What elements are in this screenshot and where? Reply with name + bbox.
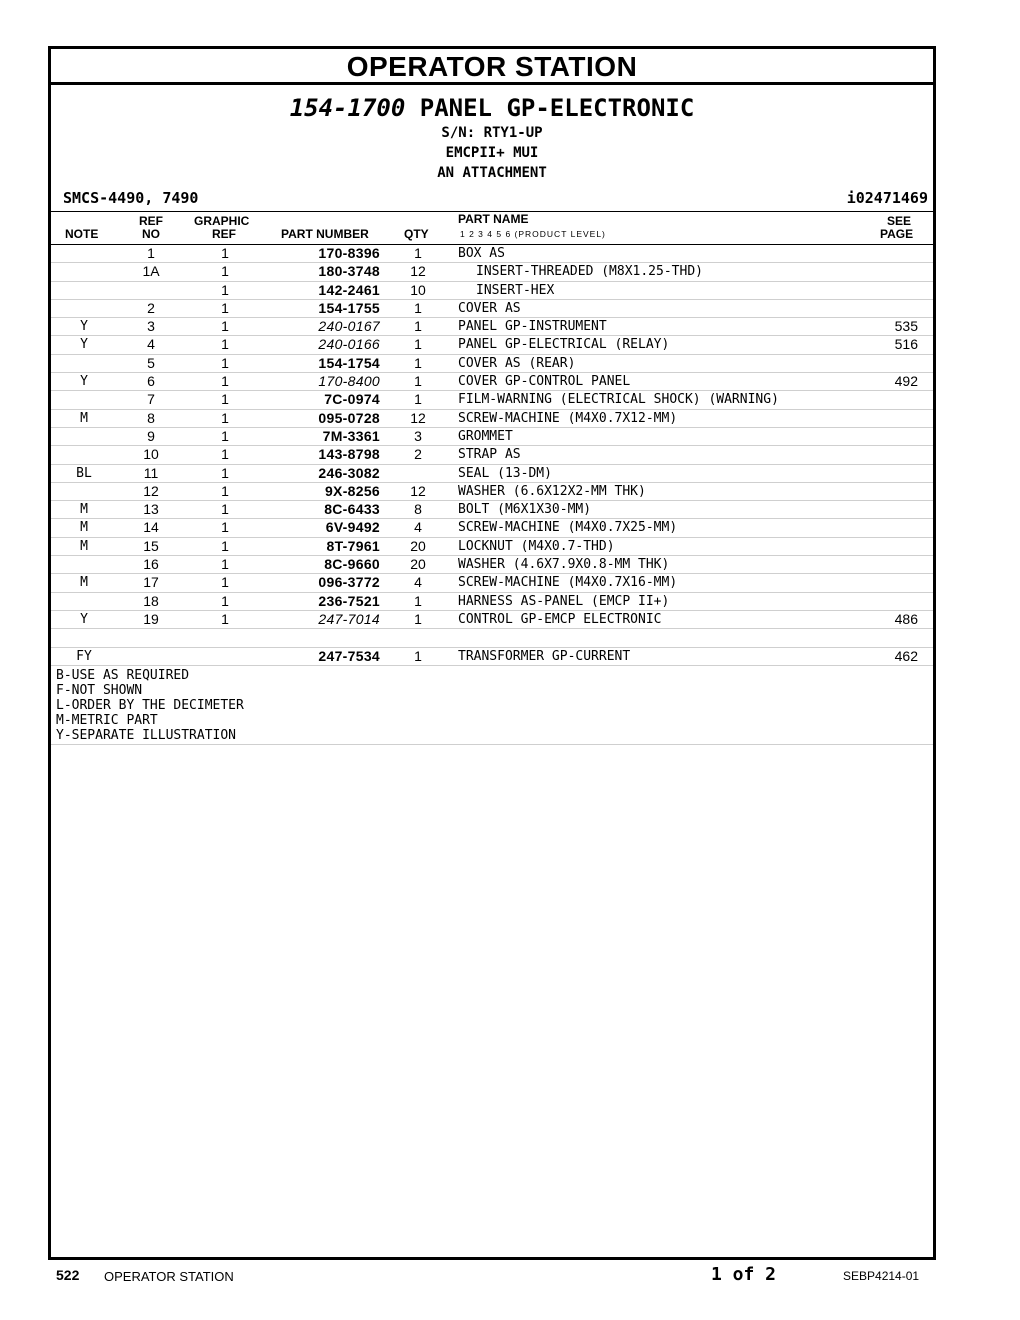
part-name-cell: SEAL (13-DM) [458,465,552,481]
graphic-ref-cell: 1 [221,299,229,316]
ref-no-cell: 12 [143,482,159,499]
col-see-top: SEE [887,214,912,228]
part-name-cell: BOLT (M6X1X30-MM) [458,502,592,518]
qty-cell: 12 [410,409,426,426]
section-title: OPERATOR STATION [51,49,933,85]
part-number-cell: 180-3748 [318,263,380,280]
table-row [51,538,933,556]
qty-cell: 4 [414,519,422,536]
ref-no-cell: 4 [147,336,155,353]
part-name-cell: STRAP AS [458,447,521,463]
part-number-cell: 7C-0974 [324,391,380,408]
graphic-ref-cell: 1 [221,464,229,481]
col-part-number: PART NUMBER [281,227,369,241]
qty-cell: 2 [414,446,422,463]
qty-cell: 10 [410,281,426,298]
qty-cell: 8 [414,501,422,518]
table-row [51,629,933,647]
part-number-cell: 247-7534 [318,647,380,664]
part-name-cell: WASHER (6.6X12X2-MM THK) [458,483,646,499]
ref-no-cell: 2 [147,299,155,316]
graphic-ref-cell: 1 [221,245,229,261]
part-name-cell: COVER GP-CONTROL PANEL [458,374,631,390]
note-cell: FY [76,648,92,664]
table-row [51,355,933,373]
note-cell: M [80,520,88,536]
part-number-cell: 096-3772 [318,574,380,591]
ref-no-cell: 11 [143,464,159,481]
part-name-cell: BOX AS [458,246,505,261]
ref-no-cell: 5 [147,354,155,371]
part-number-cell: 240-0166 [318,336,380,353]
smcs-code: SMCS-4490, 7490 [63,189,199,207]
ref-no-cell: 16 [143,556,159,573]
table-row [51,519,933,537]
graphic-ref-cell: 1 [221,482,229,499]
table-row [51,648,933,666]
qty-cell: 1 [414,391,422,408]
footer-page-of: 1 of 2 [711,1264,777,1285]
graphic-ref-cell: 1 [221,263,229,280]
see-page-cell: 516 [894,336,918,353]
assembly-title [51,85,933,123]
part-number-cell: 9X-8256 [324,482,380,499]
notes-legend [51,666,933,745]
qty-cell: 1 [414,354,422,371]
graphic-ref-cell: 1 [221,501,229,518]
qty-cell: 1 [414,592,422,609]
part-number-cell: 7M-3361 [322,427,380,444]
qty-cell: 1 [414,373,422,390]
ref-no-cell: 15 [143,537,159,554]
col-qty: QTY [404,227,429,241]
ref-no-cell: 1A [142,263,160,280]
table-row [51,410,933,428]
illustration-id: i02471469 [846,189,928,207]
part-name-cell: SCREW-MACHINE (M4X0.7X16-MM) [458,575,678,591]
graphic-ref-cell: 1 [221,409,229,426]
ref-no-cell: 3 [147,318,155,335]
part-number-cell: 143-8798 [318,446,380,463]
table-row [51,245,933,263]
note-l: L-ORDER BY THE DECIMETER [56,697,244,713]
part-number-cell: 154-1754 [318,354,380,371]
qty-cell: 3 [414,427,422,444]
graphic-ref-cell: 1 [221,373,229,390]
ref-no-cell: 19 [143,610,159,627]
part-name-cell: GROMMET [458,428,513,444]
note-cell: Y [80,611,88,627]
part-number-cell: 170-8396 [318,245,380,261]
column-headers [51,212,933,245]
qty-cell: 1 [414,336,422,353]
part-number-cell: 8T-7961 [326,537,380,554]
assembly-part-number: 154-1700 [289,94,406,122]
see-page-cell: 462 [894,647,918,664]
part-number-cell: 8C-9660 [324,556,380,573]
note-cell: Y [80,374,88,390]
note-cell: Y [80,337,88,353]
note-cell: M [80,538,88,554]
part-name-cell: INSERT-THREADED (M8X1.25-THD) [476,264,703,280]
header-line-3: AN ATTACHMENT [437,165,547,181]
part-name-cell: CONTROL GP-EMCP ELECTRONIC [458,611,662,627]
qty-cell: 20 [410,537,426,554]
graphic-ref-cell: 1 [221,574,229,591]
parts-table-body [51,245,933,666]
note-f: F-NOT SHOWN [56,682,143,698]
col-ref-top: REF [139,214,163,228]
graphic-ref-cell: 1 [221,281,229,298]
part-name-cell: LOCKNUT (M4X0.7-THD) [458,538,615,554]
parts-header [51,85,933,212]
table-row [51,593,933,611]
graphic-ref-cell: 1 [221,592,229,609]
part-number-cell: 246-3082 [318,464,380,481]
ref-no-cell: 13 [143,501,159,518]
qty-cell: 1 [414,299,422,316]
table-row [51,336,933,354]
graphic-ref-cell: 1 [221,336,229,353]
graphic-ref-cell: 1 [221,427,229,444]
note-cell: BL [76,465,92,481]
see-page-cell: 492 [894,373,918,390]
serial-range: S/N: RTY1-UP [441,125,543,141]
table-row [51,574,933,592]
part-number-cell: 170-8400 [318,373,380,390]
table-row [51,611,933,629]
qty-cell: 20 [410,556,426,573]
table-row [51,318,933,336]
note-cell: M [80,410,88,426]
note-cell: Y [80,319,88,335]
table-row [51,300,933,318]
part-number-cell: 154-1755 [318,299,380,316]
see-page-cell: 486 [894,610,918,627]
footer-page-number: 522 [56,1267,80,1283]
ref-no-cell: 9 [147,427,155,444]
assembly-part-name: PANEL GP-ELECTRONIC [419,94,695,122]
table-row [51,501,933,519]
col-see-bottom: PAGE [880,227,914,241]
qty-cell: 1 [414,610,422,627]
part-name-cell: PANEL GP-ELECTRICAL (RELAY) [458,337,670,353]
col-part-name: PART NAME [458,212,529,226]
table-row [51,446,933,464]
graphic-ref-cell: 1 [221,354,229,371]
table-row [51,391,933,409]
col-graphic-bottom: REF [212,227,236,241]
ref-no-cell: 6 [147,373,155,390]
part-name-cell: COVER AS [458,300,521,316]
part-number-cell: 240-0167 [318,318,380,335]
note-m: M-METRIC PART [56,712,158,728]
part-number-cell: 142-2461 [318,281,380,298]
parts-page-frame [48,46,936,1260]
table-row [51,263,933,281]
ref-no-cell: 17 [143,574,159,591]
table-row [51,428,933,446]
qty-cell: 4 [414,574,422,591]
graphic-ref-cell: 1 [221,318,229,335]
part-name-cell: INSERT-HEX [476,282,555,298]
part-name-cell: COVER AS (REAR) [458,355,576,371]
part-name-cell: PANEL GP-INSTRUMENT [458,319,607,335]
col-graphic-top: GRAPHIC [194,214,250,228]
ref-no-cell: 7 [147,391,155,408]
qty-cell: 12 [410,482,426,499]
part-name-cell: FILM-WARNING (ELECTRICAL SHOCK) (WARNING) [458,392,779,408]
table-row [51,556,933,574]
table-row [51,483,933,501]
qty-cell: 1 [414,318,422,335]
qty-cell: 1 [414,245,422,261]
table-row [51,465,933,483]
ref-no-cell: 10 [143,446,159,463]
graphic-ref-cell: 1 [221,519,229,536]
note-cell: M [80,502,88,518]
part-number-cell: 6V-9492 [325,519,380,536]
graphic-ref-cell: 1 [221,556,229,573]
col-note: NOTE [65,227,99,241]
graphic-ref-cell: 1 [221,391,229,408]
part-name-cell: SCREW-MACHINE (M4X0.7X12-MM) [458,410,678,426]
part-number-cell: 8C-6433 [324,501,380,518]
qty-cell: 12 [410,263,426,280]
part-number-cell: 236-7521 [318,592,380,609]
note-y: Y-SEPARATE ILLUSTRATION [56,727,237,743]
part-name-cell: WASHER (4.6X7.9X0.8-MM THK) [458,557,670,573]
part-name-cell: TRANSFORMER GP-CURRENT [458,648,631,664]
footer-section: OPERATOR STATION [104,1269,234,1284]
ref-no-cell: 18 [143,592,159,609]
part-name-cell: HARNESS AS-PANEL (EMCP II+) [458,593,670,609]
note-cell: M [80,575,88,591]
see-page-cell: 535 [894,318,918,335]
col-ref-bottom: NO [142,227,160,241]
qty-cell: 1 [414,647,422,664]
part-number-cell: 247-7014 [318,610,380,627]
part-number-cell: 095-0728 [318,409,380,426]
header-line-2: EMCPII+ MUI [445,145,539,161]
footer-document-id: SEBP4214-01 [843,1269,920,1283]
ref-no-cell: 14 [143,519,159,536]
part-name-cell: SCREW-MACHINE (M4X0.7X25-MM) [458,520,678,536]
ref-no-cell: 1 [147,245,155,261]
table-row [51,373,933,391]
graphic-ref-cell: 1 [221,537,229,554]
ref-no-cell: 8 [147,409,155,426]
table-row [51,282,933,300]
note-b: B-USE AS REQUIRED [56,667,190,683]
graphic-ref-cell: 1 [221,610,229,627]
graphic-ref-cell: 1 [221,446,229,463]
col-product-levels: 1 2 3 4 5 6 (PRODUCT LEVEL) [460,229,606,239]
